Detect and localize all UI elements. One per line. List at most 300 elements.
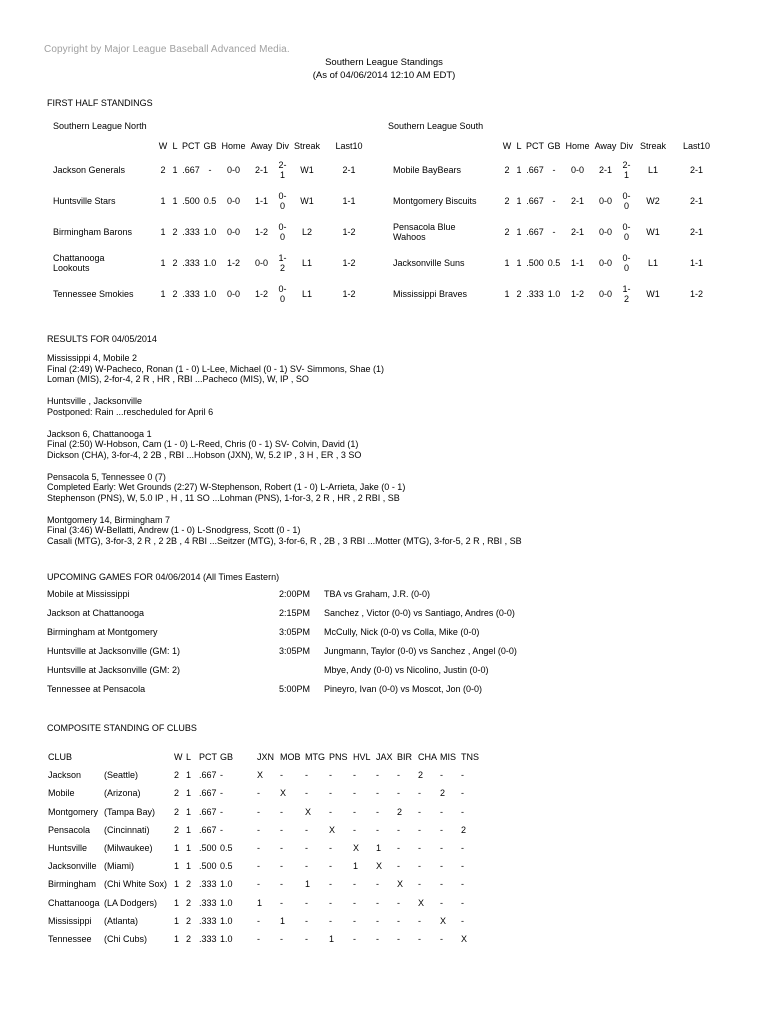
cell-last10: 2-1 (342, 164, 356, 175)
team-name: Mobile BayBears (393, 164, 462, 175)
cell-away: 1-1 (254, 195, 268, 206)
cell-head-to-head: - (329, 897, 332, 908)
cell-head-to-head: - (376, 788, 379, 799)
header-home: Home (221, 141, 246, 151)
cell-w: 2 (504, 226, 510, 237)
header-l: L (516, 141, 522, 151)
cell-club: Pensacola (48, 824, 91, 835)
cell-gb: - (208, 164, 212, 175)
composite-header-cell (104, 752, 174, 770)
team-name: Tennessee Smokies (53, 288, 134, 299)
cell-pct: .333 (526, 288, 544, 299)
cell-head-to-head: - (280, 824, 283, 835)
cell-l: 1 (186, 842, 192, 853)
cell-home: 0-0 (226, 288, 240, 299)
div-record (622, 284, 630, 304)
cell-head-to-head: - (440, 897, 443, 908)
standings-row (53, 278, 374, 309)
div-record (622, 222, 630, 242)
cell-head-to-head: - (440, 933, 443, 944)
standings-row (53, 247, 374, 278)
cell-head-to-head: - (353, 788, 356, 799)
cell-pct: .667 (526, 226, 544, 237)
cell-head-to-head: X (257, 770, 264, 781)
cell-head-to-head: 2 (418, 770, 424, 781)
upcoming-games-table (47, 589, 564, 703)
cell-gb: 0.5 (203, 195, 217, 206)
cell-home: 1-2 (570, 288, 584, 299)
header-streak: Streak (293, 141, 320, 151)
cell-w: 1 (504, 288, 510, 299)
cell-gb: 1.0 (220, 933, 233, 944)
cell-streak: W1 (300, 164, 314, 175)
cell-away: 0-0 (598, 226, 612, 237)
cell-head-to-head: - (329, 788, 332, 799)
cell-head-to-head: - (418, 879, 421, 890)
cell-head-to-head: - (461, 842, 464, 853)
cell-aff: (LA Dodgers) (104, 897, 158, 908)
cell-head-to-head: - (461, 915, 464, 926)
upcoming-game-row (47, 646, 564, 665)
cell-pct: .333 (199, 915, 217, 926)
south-header-row (393, 138, 721, 154)
div-record (278, 222, 286, 242)
cell-home: 1-2 (226, 257, 240, 268)
cell-head-to-head: - (418, 788, 421, 799)
cell-pct: .333 (199, 897, 217, 908)
cell-home: 1-1 (570, 257, 584, 268)
composite-row (48, 807, 483, 825)
game-decision: Completed Early: Wet Grounds (2:27) W-Stephenson, Robert (1 - 0) L-Arrieta, Jake (0 - 1) (47, 482, 406, 492)
cell-head-to-head: - (280, 879, 283, 890)
cell-head-to-head: - (257, 915, 260, 926)
cell-head-to-head: - (376, 879, 379, 890)
cell-l: 1 (516, 226, 522, 237)
div-record-line-1: 0- (622, 221, 631, 232)
cell-head-to-head: - (397, 861, 400, 872)
cell-last10: 2-1 (689, 226, 703, 237)
game-result (47, 429, 522, 461)
composite-row (48, 898, 483, 916)
cell-head-to-head: 2 (440, 788, 446, 799)
cell-gb: - (220, 806, 223, 817)
cell-home: 0-0 (226, 164, 240, 175)
cell-pct: .667 (182, 164, 200, 175)
probable-pitchers: Jungmann, Taylor (0-0) vs Sanchez , Angel (0-0) (324, 646, 517, 656)
header-away: Away (250, 141, 273, 151)
cell-div (275, 154, 290, 185)
cell-club: Mississippi (48, 915, 92, 926)
game-result (47, 472, 522, 504)
title-line-2: (As of 04/06/2014 12:10 AM EDT) (312, 70, 456, 81)
cell-away: 2-1 (598, 164, 612, 175)
cell-gb: - (552, 226, 556, 237)
upcoming-game-row (47, 608, 564, 627)
cell-streak: W2 (646, 195, 660, 206)
div-record (278, 191, 286, 211)
div-record-line-1: 1- (622, 283, 631, 294)
cell-head-to-head: - (329, 806, 332, 817)
composite-header-cell: PNS (329, 752, 348, 762)
cell-head-to-head: - (353, 933, 356, 944)
cell-head-to-head: - (397, 824, 400, 835)
composite-header-cell: W (174, 752, 183, 762)
cell-aff: (Cincinnati) (104, 824, 150, 835)
cell-head-to-head: - (305, 897, 308, 908)
cell-pct: .667 (199, 824, 217, 835)
cell-gb: - (552, 195, 556, 206)
team-name-line-1: Chattanooga (53, 252, 105, 263)
cell-last10: 2-1 (689, 164, 703, 175)
north-standings-table (53, 138, 374, 309)
cell-head-to-head: - (280, 770, 283, 781)
composite-header-cell: CLUB (48, 752, 73, 762)
cell-head-to-head: - (397, 915, 400, 926)
cell-w: 1 (174, 842, 180, 853)
cell-head-to-head: 1 (305, 879, 311, 890)
standings-row (393, 216, 721, 247)
div-record-line-1: 0- (278, 221, 287, 232)
cell-head-to-head: X (376, 861, 383, 872)
team-name: Mississippi Braves (393, 288, 468, 299)
game-score: Mississippi 4, Mobile 2 (47, 353, 138, 363)
cell-aff: (Atlanta) (104, 915, 139, 926)
cell-club: Mobile (48, 788, 75, 799)
cell-l: 1 (186, 824, 192, 835)
div-record-line-1: 0- (622, 252, 631, 263)
cell-l: 2 (516, 288, 522, 299)
cell-aff: (Tampa Bay) (104, 806, 156, 817)
cell-head-to-head: - (440, 824, 443, 835)
cell-head-to-head: 1 (329, 933, 335, 944)
cell-head-to-head: - (461, 770, 464, 781)
game-matchup: Mobile at Mississippi (47, 589, 130, 599)
composite-header-cell: GB (220, 752, 234, 762)
cell-w: 1 (174, 933, 180, 944)
title-line-1: Southern League Standings (325, 57, 443, 68)
game-score: Jackson 6, Chattanooga 1 (47, 428, 152, 439)
cell-head-to-head: - (329, 861, 332, 872)
north-header-row (53, 138, 374, 154)
cell-away: 0-0 (598, 257, 612, 268)
cell-l: 1 (186, 806, 192, 817)
team-name: Jacksonville Suns (393, 257, 465, 268)
cell-div (275, 247, 290, 278)
cell-head-to-head: - (257, 824, 260, 835)
cell-div (275, 185, 290, 216)
cell-gb: 1.0 (203, 288, 217, 299)
cell-pct: .667 (199, 806, 217, 817)
cell-head-to-head: - (257, 879, 260, 890)
cell-home: 2-1 (570, 195, 584, 206)
cell-div (619, 154, 634, 185)
cell-head-to-head: - (257, 806, 260, 817)
cell-head-to-head: - (305, 915, 308, 926)
cell-div (619, 278, 634, 309)
cell-l: 1 (186, 861, 192, 872)
cell-l: 2 (186, 897, 192, 908)
cell-head-to-head: 2 (397, 806, 403, 817)
cell-gb: - (552, 164, 556, 175)
cell-head-to-head: - (280, 933, 283, 944)
div-record-line-1: 2- (622, 159, 631, 170)
team-name-cell (53, 216, 157, 247)
cell-streak: W1 (300, 195, 314, 206)
cell-streak: W1 (646, 288, 660, 299)
cell-last10: 1-1 (342, 195, 356, 206)
cell-club: Birmingham (48, 879, 97, 890)
div-record-line-1: 2- (278, 159, 287, 170)
cell-aff: (Arizona) (104, 788, 141, 799)
cell-l: 2 (172, 257, 178, 268)
results-heading: RESULTS FOR 04/05/2014 (47, 334, 157, 344)
composite-header-cell: BIR (397, 752, 413, 762)
cell-w: 2 (504, 164, 510, 175)
header-away: Away (594, 141, 617, 151)
cell-head-to-head: - (353, 915, 356, 926)
cell-head-to-head: - (280, 806, 283, 817)
cell-head-to-head: X (305, 806, 312, 817)
game-decision: Final (2:49) W-Pacheco, Ronan (1 - 0) L-Lee, Michael (0 - 1) SV- Simmons, Shae (1) (47, 363, 384, 374)
cell-streak: L1 (301, 257, 312, 268)
cell-head-to-head: - (461, 897, 464, 908)
game-time: 5:00PM (279, 684, 311, 694)
cell-l: 1 (172, 164, 178, 175)
cell-head-to-head: X (418, 897, 425, 908)
cell-streak: L1 (647, 164, 658, 175)
composite-row (48, 861, 483, 879)
cell-div (619, 185, 634, 216)
div-record-line-1: 1- (278, 252, 287, 263)
composite-row (48, 916, 483, 934)
cell-pct: .333 (199, 933, 217, 944)
game-score: Huntsville , Jacksonville (47, 396, 143, 406)
probable-pitchers: TBA vs Graham, J.R. (0-0) (324, 589, 431, 599)
cell-head-to-head: - (280, 842, 283, 853)
probable-pitchers: McCully, Nick (0-0) vs Colla, Mike (0-0) (324, 627, 480, 637)
game-time: 2:00PM (279, 589, 311, 599)
cell-head-to-head: - (376, 933, 379, 944)
cell-head-to-head: - (418, 933, 421, 944)
cell-head-to-head: 2 (461, 824, 467, 835)
cell-head-to-head: - (418, 824, 421, 835)
div-record (278, 253, 286, 273)
cell-w: 2 (504, 195, 510, 206)
cell-gb: - (220, 824, 223, 835)
cell-head-to-head: - (353, 824, 356, 835)
div-record (622, 253, 630, 273)
cell-head-to-head: - (329, 770, 332, 781)
cell-w: 1 (160, 257, 166, 268)
game-time: 3:05PM (279, 646, 311, 656)
team-name-cell (393, 154, 501, 185)
cell-gb: - (220, 788, 223, 799)
cell-head-to-head: - (305, 788, 308, 799)
header-div: Div (620, 141, 633, 151)
cell-l: 2 (172, 226, 178, 237)
cell-head-to-head: - (397, 788, 400, 799)
cell-pct: .333 (182, 226, 200, 237)
header-last10: Last10 (335, 141, 363, 151)
cell-head-to-head: 1 (257, 897, 263, 908)
cell-away: 0-0 (598, 288, 612, 299)
composite-header-cell: TNS (461, 752, 479, 762)
composite-standings-table (48, 752, 483, 952)
cell-aff: (Chi Cubs) (104, 933, 148, 944)
composite-header-cell: JXN (257, 752, 275, 762)
cell-l: 1 (186, 788, 192, 799)
div-record-line-2: 2 (623, 293, 629, 304)
south-standings-table (393, 138, 721, 309)
cell-w: 2 (174, 806, 180, 817)
cell-l: 1 (516, 257, 522, 268)
composite-header-cell: MOB (280, 752, 301, 762)
standings-row (393, 247, 721, 278)
composite-header-cell: L (186, 752, 192, 762)
cell-home: 0-0 (570, 164, 584, 175)
game-score: Pensacola 5, Tennessee 0 (7) (47, 471, 166, 482)
div-record-line-1: 0- (278, 190, 287, 201)
cell-pct: .333 (182, 288, 200, 299)
game-matchup: Jackson at Chattanooga (47, 608, 145, 618)
cell-head-to-head: - (397, 770, 400, 781)
cell-gb: 0.5 (220, 842, 233, 853)
header-last10: Last10 (682, 141, 711, 151)
game-result (47, 396, 522, 417)
div-record (622, 160, 630, 180)
cell-l: 1 (172, 195, 178, 206)
cell-pct: .667 (526, 164, 544, 175)
cell-head-to-head: 1 (353, 861, 359, 872)
upcoming-game-row (47, 589, 564, 608)
div-record-line-2: 1 (623, 169, 629, 180)
cell-aff: (Miami) (104, 861, 134, 872)
cell-w: 1 (504, 257, 510, 268)
cell-div (619, 247, 634, 278)
upcoming-game-row (47, 627, 564, 646)
cell-head-to-head: - (329, 879, 332, 890)
cell-div (275, 278, 290, 309)
cell-head-to-head: - (305, 842, 308, 853)
cell-head-to-head: - (305, 770, 308, 781)
cell-aff: (Chi White Sox) (104, 879, 168, 890)
cell-w: 1 (160, 195, 166, 206)
cell-head-to-head: - (257, 861, 260, 872)
team-name-line-2: Lookouts (53, 262, 90, 273)
header-w: W (158, 141, 168, 151)
cell-club: Jacksonville (48, 861, 97, 872)
cell-w: 2 (160, 164, 166, 175)
team-name (53, 253, 105, 273)
cell-w: 2 (174, 824, 180, 835)
cell-streak: W1 (646, 226, 660, 237)
composite-header-cell: CHA (418, 752, 438, 762)
cell-head-to-head: X (397, 879, 404, 890)
header-team (393, 138, 501, 154)
game-decision: Postponed: Rain ...rescheduled for April 6 (47, 406, 214, 417)
div-record-line-2: 0 (623, 200, 629, 211)
cell-pct: .667 (199, 788, 217, 799)
standings-row (393, 278, 721, 309)
cell-home: 2-1 (570, 226, 584, 237)
cell-head-to-head: X (461, 933, 468, 944)
document-title (0, 56, 768, 82)
div-record-line-2: 0 (279, 200, 285, 211)
div-record (622, 191, 630, 211)
header-team (53, 138, 157, 154)
cell-gb: 1.0 (220, 915, 233, 926)
game-result (47, 353, 522, 385)
cell-head-to-head: - (280, 861, 283, 872)
standings-row (393, 185, 721, 216)
cell-pct: .500 (182, 195, 200, 206)
cell-gb: 1.0 (203, 226, 217, 237)
div-record-line-1: 0- (278, 283, 287, 294)
cell-aff: (Seattle) (104, 770, 139, 781)
game-matchup: Huntsville at Jacksonville (GM: 1) (47, 646, 181, 656)
cell-head-to-head: - (353, 806, 356, 817)
cell-head-to-head: - (461, 861, 464, 872)
cell-away: 2-1 (254, 164, 268, 175)
cell-pct: .667 (199, 770, 217, 781)
cell-away: 1-2 (254, 288, 268, 299)
div-record-line-2: 0 (623, 231, 629, 242)
header-l: L (172, 141, 178, 151)
cell-head-to-head: - (418, 915, 421, 926)
cell-head-to-head: - (418, 842, 421, 853)
team-name (393, 222, 456, 242)
standings-row (53, 154, 374, 185)
cell-head-to-head: - (376, 770, 379, 781)
team-name-cell (393, 185, 501, 216)
cell-head-to-head: X (440, 915, 447, 926)
cell-w: 1 (174, 861, 180, 872)
cell-last10: 2-1 (689, 195, 703, 206)
team-name-cell (393, 247, 501, 278)
cell-head-to-head: - (440, 842, 443, 853)
probable-pitchers: Mbye, Andy (0-0) vs Nicolino, Justin (0-0) (324, 665, 489, 675)
cell-w: 2 (174, 770, 180, 781)
cell-club: Jackson (48, 770, 82, 781)
div-record-line-2: 2 (279, 262, 285, 273)
cell-w: 1 (174, 915, 180, 926)
game-matchup: Tennessee at Pensacola (47, 684, 146, 694)
cell-head-to-head: - (397, 842, 400, 853)
team-name-cell (53, 185, 157, 216)
header-home: Home (565, 141, 590, 151)
cell-l: 2 (186, 915, 192, 926)
composite-row (48, 825, 483, 843)
composite-header-row (48, 752, 483, 770)
cell-head-to-head: - (461, 806, 464, 817)
div-record (278, 160, 286, 180)
cell-head-to-head: - (257, 842, 260, 853)
cell-head-to-head: - (305, 824, 308, 835)
upcoming-game-row (47, 665, 564, 684)
composite-row (48, 843, 483, 861)
cell-streak: L1 (647, 257, 658, 268)
game-decision: Final (2:50) W-Hobson, Cam (1 - 0) L-Reed, Chris (0 - 1) SV- Colvin, David (1) (47, 439, 359, 449)
cell-streak: L2 (301, 226, 312, 237)
north-division-label: Southern League North (53, 121, 147, 131)
team-name-cell (53, 154, 157, 185)
game-highlights: Dickson (CHA), 3-for-4, 2 2B , RBI ...Hobson (JXN), W, 5.2 IP , 3 H , ER , 3 SO (47, 449, 362, 460)
cell-l: 2 (172, 288, 178, 299)
standings-row (393, 154, 721, 185)
composite-row (48, 788, 483, 806)
composite-row (48, 879, 483, 897)
cell-aff: (Milwaukee) (104, 842, 153, 853)
